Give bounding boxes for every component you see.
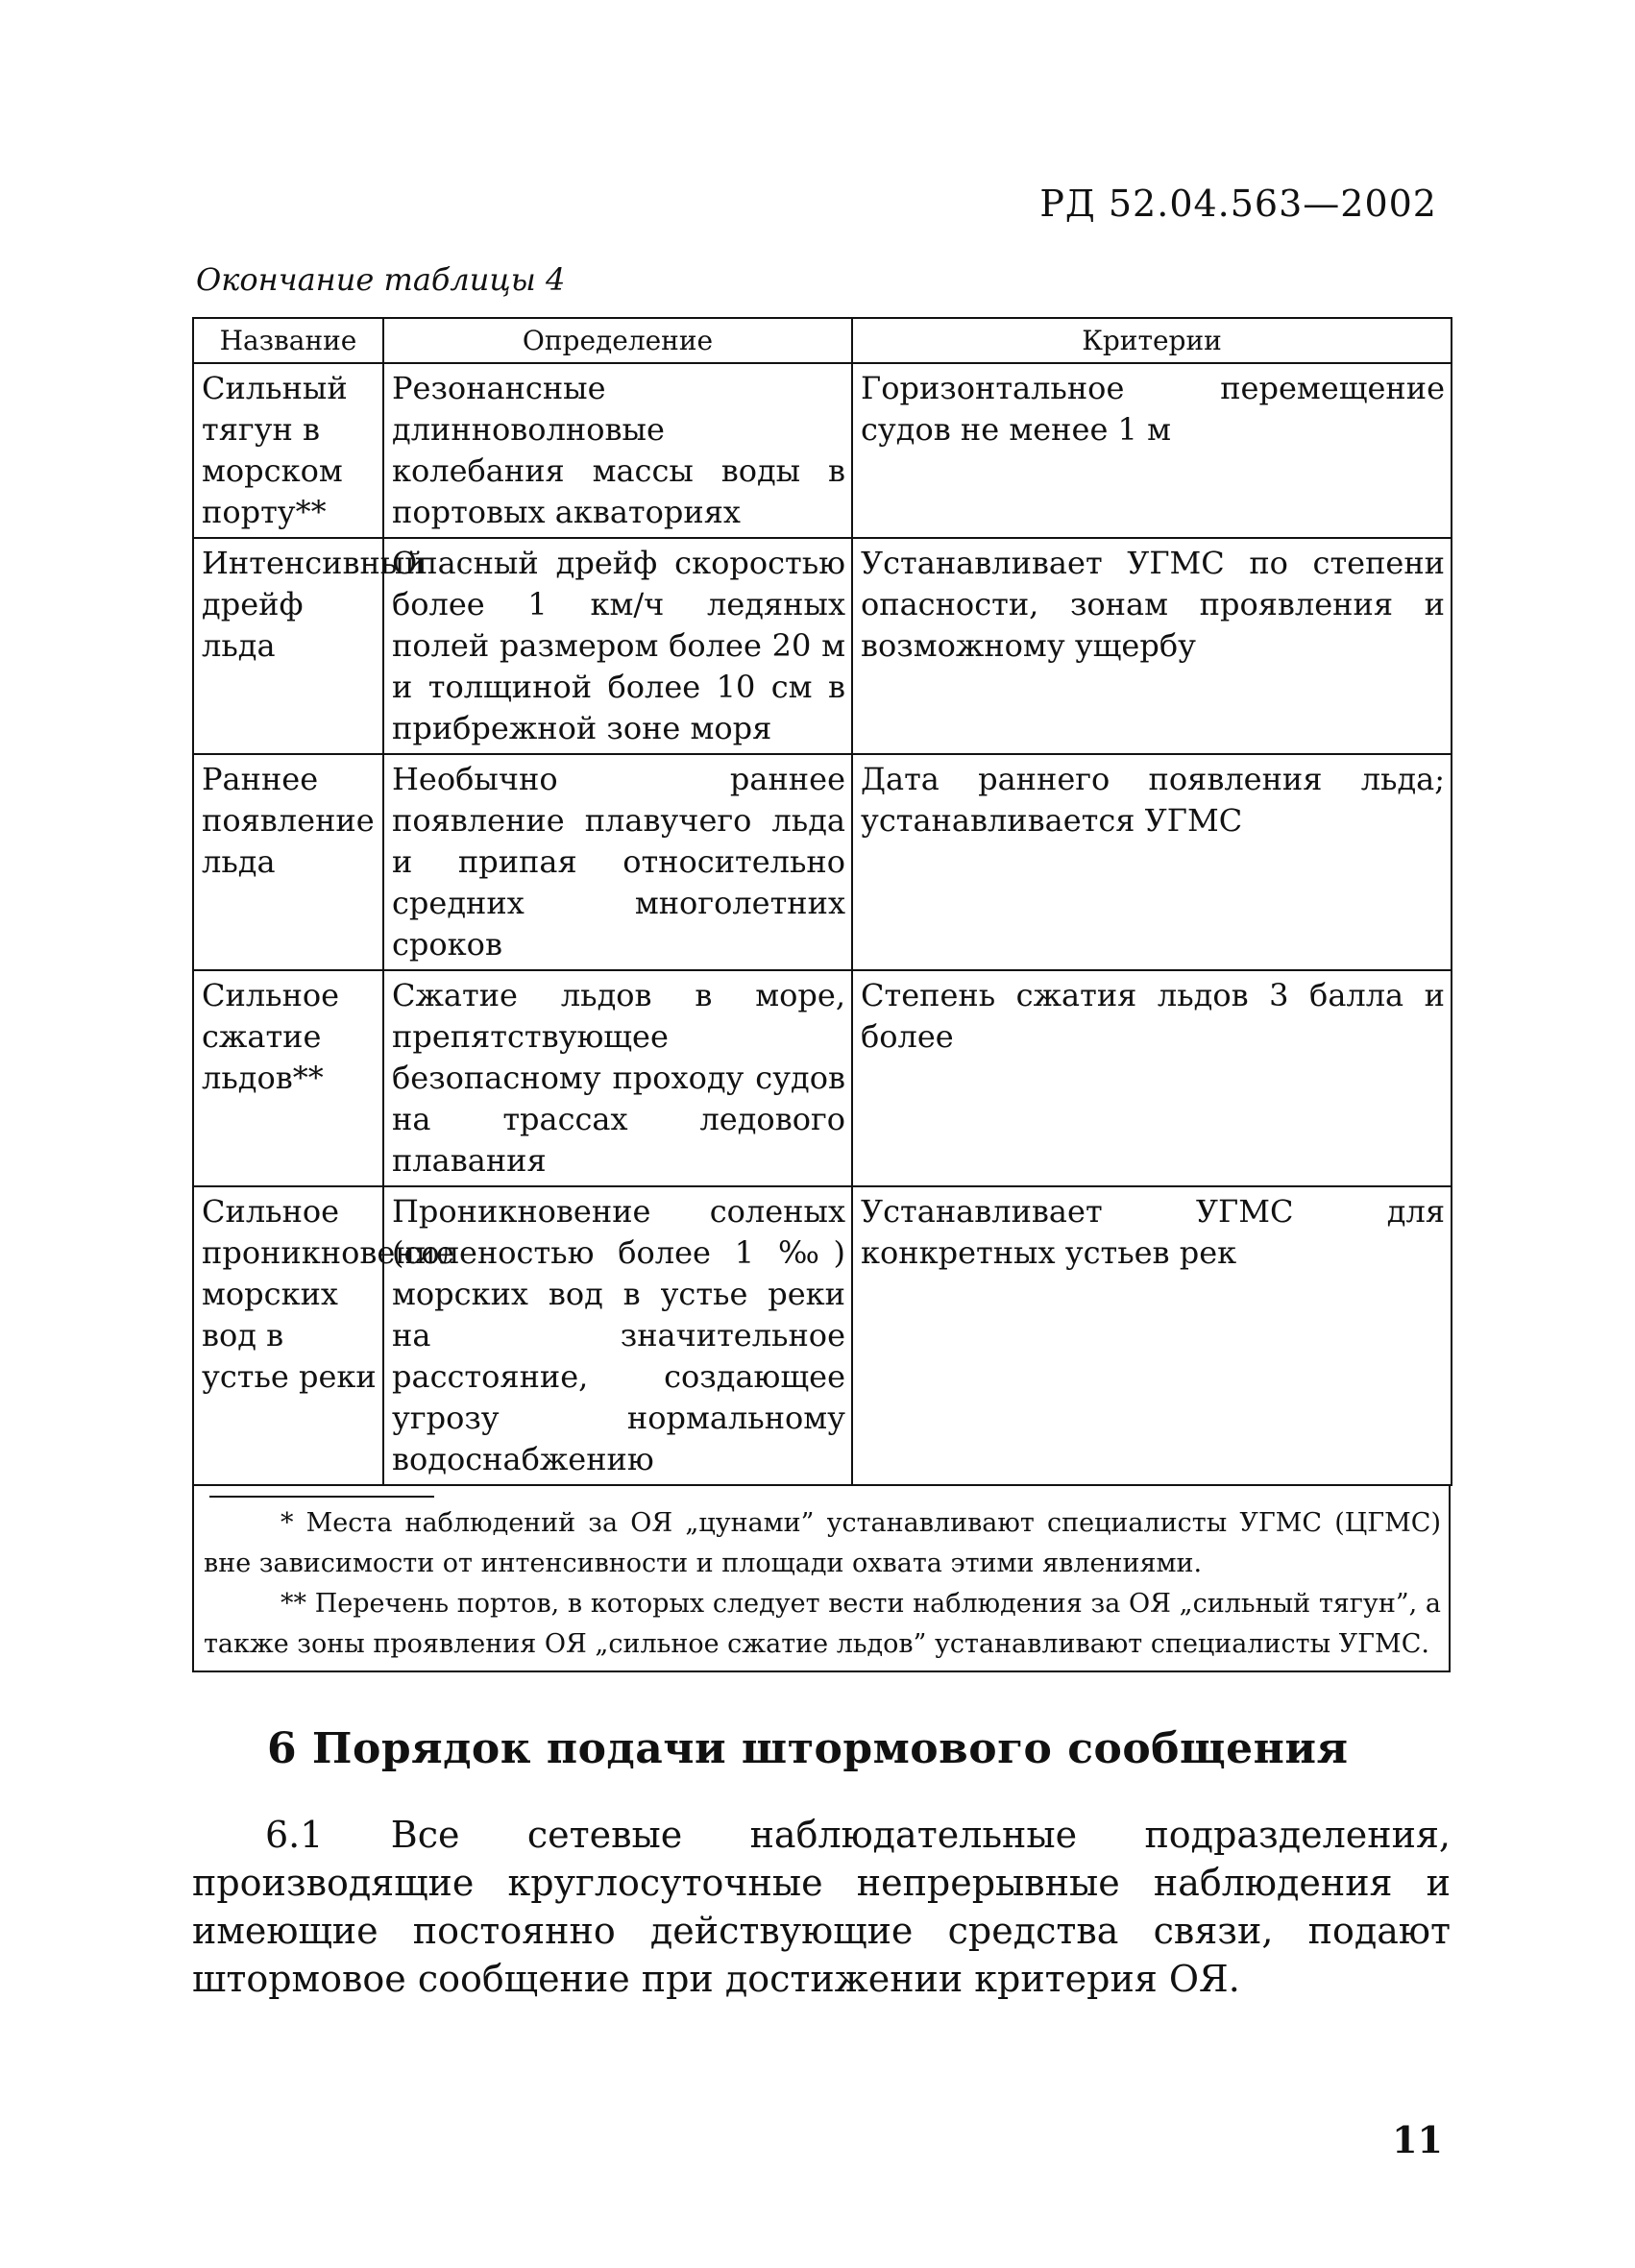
cell-name: Сильный тягун в морском порту** — [193, 363, 383, 538]
column-header-definition: Определение — [383, 318, 852, 363]
footnote-double-asterisk: ** Перечень портов, в которых следует вести наблюдения за ОЯ „сильный тягун”, а также зоны проявления ОЯ „сильное сжатие льдов” устанавливают специалисты УГМС. — [204, 1589, 1441, 1659]
table-row — [193, 1186, 1452, 1485]
cell-criteria: Устанавливает УГМС для конкретных устьев рек — [852, 1186, 1452, 1485]
cell-criteria: Горизонтальное перемещение судов не менее 1 м — [852, 363, 1452, 538]
table-row — [193, 754, 1452, 970]
cell-definition: Резонансные длинноволновые колебания массы воды в портовых акваториях — [383, 363, 852, 538]
cell-criteria: Дата раннего появления льда; устанавливается УГМС — [852, 754, 1452, 970]
table-row — [193, 363, 1452, 538]
table-row — [193, 970, 1452, 1186]
table-row — [193, 538, 1452, 754]
cell-name: Сильное проникновение морских вод в устье реки — [193, 1186, 383, 1485]
section-heading: 6 Порядок подачи штормового сообщения — [267, 1724, 1349, 1773]
footnote-single-asterisk: * Места наблюдений за ОЯ „цунами” устанавливают специалисты УГМС (ЦГМС) вне зависимости от интенсивности и площади охвата этими явлениями. — [204, 1508, 1441, 1578]
footnote-divider — [209, 1496, 434, 1498]
cell-definition: Сжатие льдов в море, препятствующее безопасному проходу судов на трассах ледового плавания — [383, 970, 852, 1186]
hazard-table-wrapper — [192, 317, 1451, 1672]
column-header-criteria: Критерии — [852, 318, 1452, 363]
section-paragraph: 6.1 Все сетевые наблюдательные подразделения, производящие круглосуточные непрерывные наблюдения и имеющие постоянно действующие средства связи, подают штормовое сообщение при достижении критерия ОЯ. — [192, 1814, 1451, 2000]
cell-name: Сильное сжатие льдов** — [193, 970, 383, 1186]
document-code: РД 52.04.563—2002 — [1039, 183, 1437, 225]
cell-name: Раннее появление льда — [193, 754, 383, 970]
cell-definition: Необычно раннее появление плавучего льда и припая относительно средних многолетних сроков — [383, 754, 852, 970]
column-header-name: Название — [193, 318, 383, 363]
hazard-criteria-table — [192, 317, 1452, 1486]
cell-criteria: Устанавливает УГМС по степени опасности, зонам проявления и возможному ущербу — [852, 538, 1452, 754]
cell-definition: Проникновение соленых (соленостью более 1 ‰) морских вод в устье реки на значительное расстояние, создающее угрозу нормальному водоснабжению — [383, 1186, 852, 1485]
cell-name: Интенсивный дрейф льда — [193, 538, 383, 754]
page-number: 11 — [1392, 2118, 1443, 2161]
cell-criteria: Степень сжатия льдов 3 балла и более — [852, 970, 1452, 1186]
table-footnotes — [192, 1486, 1451, 1672]
table-header-row — [193, 318, 1452, 363]
table-caption: Окончание таблицы 4 — [196, 261, 566, 298]
cell-definition: Опасный дрейф скоростью более 1 км/ч ледяных полей размером более 20 м и толщиной более 10 см в прибрежной зоне моря — [383, 538, 852, 754]
